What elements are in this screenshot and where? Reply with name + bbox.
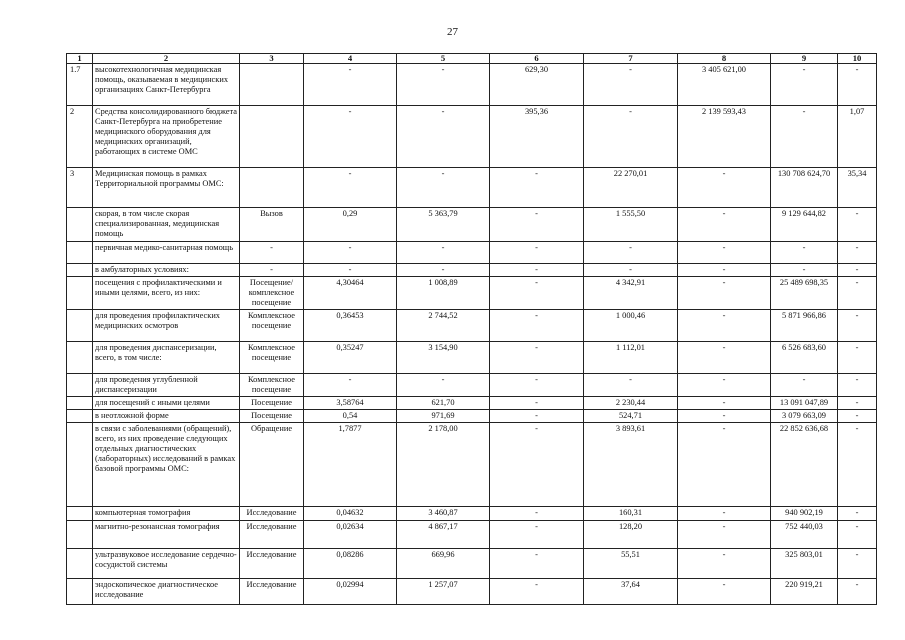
cell-row-number bbox=[67, 521, 93, 549]
cell-oms-total: 13 091 047,89 bbox=[771, 397, 838, 410]
page-number: 27 bbox=[447, 26, 458, 38]
cell-budget-per-capita: - bbox=[490, 374, 584, 397]
cell-percent: - bbox=[838, 549, 877, 579]
cell-cost-norm: - bbox=[397, 64, 490, 106]
cell-budget-per-capita: 629,30 bbox=[490, 64, 584, 106]
cell-row-description: в амбулаторных условиях: bbox=[93, 264, 240, 277]
cell-oms-per-capita: 4 342,91 bbox=[584, 277, 678, 310]
cell-row-number bbox=[67, 423, 93, 507]
cell-oms-per-capita: 2 230,44 bbox=[584, 397, 678, 410]
cell-unit: Обращение bbox=[240, 423, 304, 507]
cell-cost-norm: 2 744,52 bbox=[397, 310, 490, 342]
column-header: 8 bbox=[678, 54, 771, 64]
cell-budget-per-capita: - bbox=[490, 264, 584, 277]
cell-unit: Комплексное посещение bbox=[240, 374, 304, 397]
cell-row-number bbox=[67, 397, 93, 410]
cell-cost-norm: 3 154,90 bbox=[397, 342, 490, 374]
cell-row-description: первичная медико-санитарная помощь bbox=[93, 242, 240, 264]
cell-volume-norm: - bbox=[304, 168, 397, 208]
cell-row-description: высокотехнологичная медицинская помощь, оказываемая в медицинских организациях Санкт-Петербурга bbox=[93, 64, 240, 106]
column-header: 4 bbox=[304, 54, 397, 64]
cell-row-number: 3 bbox=[67, 168, 93, 208]
cell-oms-total: 220 919,21 bbox=[771, 579, 838, 605]
cell-row-description: для проведения диспансеризации, всего, в том числе: bbox=[93, 342, 240, 374]
cell-volume-norm: - bbox=[304, 242, 397, 264]
cell-unit: - bbox=[240, 242, 304, 264]
cell-volume-norm: 0,02634 bbox=[304, 521, 397, 549]
cell-oms-total: 130 708 624,70 bbox=[771, 168, 838, 208]
cell-row-description: эндоскопическое диагностическое исследование bbox=[93, 579, 240, 605]
cell-oms-per-capita: - bbox=[584, 106, 678, 168]
cell-budget-per-capita: - bbox=[490, 242, 584, 264]
cell-cost-norm: 3 460,87 bbox=[397, 507, 490, 521]
cell-budget-per-capita: - bbox=[490, 168, 584, 208]
cell-budget-per-capita: - bbox=[490, 277, 584, 310]
cell-budget-total: - bbox=[678, 374, 771, 397]
cell-oms-per-capita: 128,20 bbox=[584, 521, 678, 549]
cell-cost-norm: - bbox=[397, 374, 490, 397]
cell-budget-total: - bbox=[678, 507, 771, 521]
table-row bbox=[67, 242, 877, 264]
cell-row-description: посещения с профилактическими и иными целями, всего, из них: bbox=[93, 277, 240, 310]
cell-unit: Посещение/ комплексное посещение bbox=[240, 277, 304, 310]
cell-budget-total: - bbox=[678, 423, 771, 507]
column-header: 9 bbox=[771, 54, 838, 64]
cell-unit: - bbox=[240, 264, 304, 277]
cell-unit: Посещение bbox=[240, 397, 304, 410]
cell-oms-total: 752 440,03 bbox=[771, 521, 838, 549]
cell-row-description: в связи с заболеваниями (обращений), всего, из них проведение следующих отдельных диагностических (лабораторных) исследований в рамках базовой программы ОМС: bbox=[93, 423, 240, 507]
cell-budget-total: - bbox=[678, 521, 771, 549]
cell-budget-total: - bbox=[678, 342, 771, 374]
cell-budget-per-capita: 395,36 bbox=[490, 106, 584, 168]
cell-volume-norm: 3,58764 bbox=[304, 397, 397, 410]
cell-volume-norm: 1,7877 bbox=[304, 423, 397, 507]
cell-oms-total: 940 902,19 bbox=[771, 507, 838, 521]
cell-budget-total: - bbox=[678, 579, 771, 605]
cell-oms-per-capita: 1 112,01 bbox=[584, 342, 678, 374]
table-row bbox=[67, 342, 877, 374]
cell-budget-per-capita: - bbox=[490, 342, 584, 374]
cell-row-number: 1.7 bbox=[67, 64, 93, 106]
table-row bbox=[67, 374, 877, 397]
cell-budget-per-capita: - bbox=[490, 549, 584, 579]
column-header: 3 bbox=[240, 54, 304, 64]
cell-oms-per-capita: - bbox=[584, 264, 678, 277]
cell-volume-norm: - bbox=[304, 374, 397, 397]
column-header: 5 bbox=[397, 54, 490, 64]
column-header: 7 bbox=[584, 54, 678, 64]
cell-percent: 1,07 bbox=[838, 106, 877, 168]
cell-oms-total: 25 489 698,35 bbox=[771, 277, 838, 310]
cell-unit bbox=[240, 106, 304, 168]
cell-unit: Исследование bbox=[240, 521, 304, 549]
cell-cost-norm: 2 178,00 bbox=[397, 423, 490, 507]
cell-budget-per-capita: - bbox=[490, 310, 584, 342]
cell-percent: - bbox=[838, 374, 877, 397]
table-row bbox=[67, 579, 877, 605]
cell-row-description: магнитно-резонансная томография bbox=[93, 521, 240, 549]
table-row bbox=[67, 507, 877, 521]
cell-percent: - bbox=[838, 507, 877, 521]
cell-oms-per-capita: 55,51 bbox=[584, 549, 678, 579]
cell-cost-norm: 621,70 bbox=[397, 397, 490, 410]
table-row bbox=[67, 264, 877, 277]
column-header: 6 bbox=[490, 54, 584, 64]
cell-volume-norm: 0,36453 bbox=[304, 310, 397, 342]
cell-oms-total: - bbox=[771, 106, 838, 168]
cell-percent: - bbox=[838, 410, 877, 423]
column-header: 2 bbox=[93, 54, 240, 64]
cell-volume-norm: 4,30464 bbox=[304, 277, 397, 310]
cell-row-number bbox=[67, 264, 93, 277]
cell-row-number bbox=[67, 277, 93, 310]
cell-percent: - bbox=[838, 264, 877, 277]
cell-budget-total: - bbox=[678, 208, 771, 242]
cell-oms-per-capita: 160,31 bbox=[584, 507, 678, 521]
table-row bbox=[67, 64, 877, 106]
cell-oms-per-capita: 524,71 bbox=[584, 410, 678, 423]
table-row bbox=[67, 106, 877, 168]
cell-budget-total: - bbox=[678, 410, 771, 423]
cell-budget-total: 3 405 621,00 bbox=[678, 64, 771, 106]
cell-oms-per-capita: 1 555,50 bbox=[584, 208, 678, 242]
cell-row-description: Средства консолидированного бюджета Санкт-Петербурга на приобретение медицинского оборудования для медицинских организаций, работающих в системе ОМС bbox=[93, 106, 240, 168]
column-number-row bbox=[67, 54, 877, 64]
cell-oms-total: - bbox=[771, 242, 838, 264]
cell-volume-norm: 0,08286 bbox=[304, 549, 397, 579]
table-row bbox=[67, 423, 877, 507]
cell-oms-total: 5 871 966,86 bbox=[771, 310, 838, 342]
cell-unit: Посещение bbox=[240, 410, 304, 423]
cell-row-number bbox=[67, 374, 93, 397]
cell-oms-per-capita: 22 270,01 bbox=[584, 168, 678, 208]
cell-budget-total: 2 139 593,43 bbox=[678, 106, 771, 168]
cell-volume-norm: - bbox=[304, 264, 397, 277]
cell-row-number bbox=[67, 579, 93, 605]
cell-row-description: скорая, в том числе скорая специализированная, медицинская помощь bbox=[93, 208, 240, 242]
cell-unit: Комплексное посещение bbox=[240, 342, 304, 374]
cell-cost-norm: 4 867,17 bbox=[397, 521, 490, 549]
table-row bbox=[67, 208, 877, 242]
table-row bbox=[67, 397, 877, 410]
cell-cost-norm: - bbox=[397, 106, 490, 168]
cell-row-description: Медицинская помощь в рамках Территориальной программы ОМС: bbox=[93, 168, 240, 208]
cell-budget-per-capita: - bbox=[490, 423, 584, 507]
cell-oms-total: - bbox=[771, 64, 838, 106]
cell-percent: - bbox=[838, 64, 877, 106]
cell-row-description: компьютерная томография bbox=[93, 507, 240, 521]
cell-budget-total: - bbox=[678, 397, 771, 410]
cell-oms-per-capita: - bbox=[584, 374, 678, 397]
cell-cost-norm: - bbox=[397, 264, 490, 277]
table-body bbox=[67, 64, 877, 605]
cell-oms-per-capita: 37,64 bbox=[584, 579, 678, 605]
cell-row-description: ультразвуковое исследование сердечно-сосудистой системы bbox=[93, 549, 240, 579]
cell-oms-total: 325 803,01 bbox=[771, 549, 838, 579]
cell-budget-per-capita: - bbox=[490, 397, 584, 410]
cell-row-description: для проведения углубленной диспансеризации bbox=[93, 374, 240, 397]
cell-unit: Исследование bbox=[240, 549, 304, 579]
table-row bbox=[67, 168, 877, 208]
cell-budget-total: - bbox=[678, 277, 771, 310]
cell-unit bbox=[240, 64, 304, 106]
cell-percent: - bbox=[838, 242, 877, 264]
cell-percent: - bbox=[838, 208, 877, 242]
cell-budget-total: - bbox=[678, 168, 771, 208]
cell-percent: - bbox=[838, 342, 877, 374]
cell-unit: Исследование bbox=[240, 579, 304, 605]
cell-budget-per-capita: - bbox=[490, 507, 584, 521]
cell-oms-per-capita: 3 893,61 bbox=[584, 423, 678, 507]
cell-percent: 35,34 bbox=[838, 168, 877, 208]
cell-cost-norm: - bbox=[397, 168, 490, 208]
cell-cost-norm: 971,69 bbox=[397, 410, 490, 423]
table-row bbox=[67, 549, 877, 579]
cell-volume-norm: 0,04632 bbox=[304, 507, 397, 521]
cell-oms-per-capita: 1 000,46 bbox=[584, 310, 678, 342]
table-row bbox=[67, 277, 877, 310]
cell-oms-total: 22 852 636,68 bbox=[771, 423, 838, 507]
cell-volume-norm: 0,35247 bbox=[304, 342, 397, 374]
cell-oms-per-capita: - bbox=[584, 242, 678, 264]
cell-percent: - bbox=[838, 310, 877, 342]
cell-oms-total: - bbox=[771, 264, 838, 277]
cell-budget-total: - bbox=[678, 242, 771, 264]
table-row bbox=[67, 410, 877, 423]
cell-cost-norm: - bbox=[397, 242, 490, 264]
cell-row-number bbox=[67, 242, 93, 264]
cell-row-number bbox=[67, 410, 93, 423]
cell-budget-per-capita: - bbox=[490, 579, 584, 605]
column-header: 1 bbox=[67, 54, 93, 64]
cell-budget-per-capita: - bbox=[490, 521, 584, 549]
tariff-table bbox=[66, 53, 877, 605]
cell-volume-norm: - bbox=[304, 106, 397, 168]
cell-row-description: для посещений с иными целями bbox=[93, 397, 240, 410]
cell-row-number bbox=[67, 342, 93, 374]
cell-row-number bbox=[67, 310, 93, 342]
cell-row-number bbox=[67, 549, 93, 579]
cell-cost-norm: 1 257,07 bbox=[397, 579, 490, 605]
cell-unit bbox=[240, 168, 304, 208]
cell-percent: - bbox=[838, 277, 877, 310]
cell-row-number bbox=[67, 208, 93, 242]
cell-row-number: 2 bbox=[67, 106, 93, 168]
cell-unit: Комплексное посещение bbox=[240, 310, 304, 342]
cell-budget-total: - bbox=[678, 310, 771, 342]
cell-oms-per-capita: - bbox=[584, 64, 678, 106]
cell-unit: Вызов bbox=[240, 208, 304, 242]
table-row bbox=[67, 310, 877, 342]
cell-row-description: для проведения профилактических медицинских осмотров bbox=[93, 310, 240, 342]
cell-percent: - bbox=[838, 397, 877, 410]
cell-oms-total: - bbox=[771, 374, 838, 397]
cell-volume-norm: 0,02994 bbox=[304, 579, 397, 605]
cell-oms-total: 6 526 683,60 bbox=[771, 342, 838, 374]
cell-cost-norm: 5 363,79 bbox=[397, 208, 490, 242]
cell-row-number bbox=[67, 507, 93, 521]
cell-budget-total: - bbox=[678, 264, 771, 277]
cell-unit: Исследование bbox=[240, 507, 304, 521]
cell-row-description: в неотложной форме bbox=[93, 410, 240, 423]
cell-cost-norm: 1 008,89 bbox=[397, 277, 490, 310]
cell-volume-norm: 0,54 bbox=[304, 410, 397, 423]
cell-budget-per-capita: - bbox=[490, 208, 584, 242]
cell-volume-norm: 0,29 bbox=[304, 208, 397, 242]
cell-oms-total: 9 129 644,82 bbox=[771, 208, 838, 242]
table-row bbox=[67, 521, 877, 549]
column-header: 10 bbox=[838, 54, 877, 64]
cell-cost-norm: 669,96 bbox=[397, 549, 490, 579]
cell-oms-total: 3 079 663,09 bbox=[771, 410, 838, 423]
cell-volume-norm: - bbox=[304, 64, 397, 106]
cell-percent: - bbox=[838, 423, 877, 507]
cell-percent: - bbox=[838, 521, 877, 549]
cell-budget-total: - bbox=[678, 549, 771, 579]
cell-budget-per-capita: - bbox=[490, 410, 584, 423]
cell-percent: - bbox=[838, 579, 877, 605]
